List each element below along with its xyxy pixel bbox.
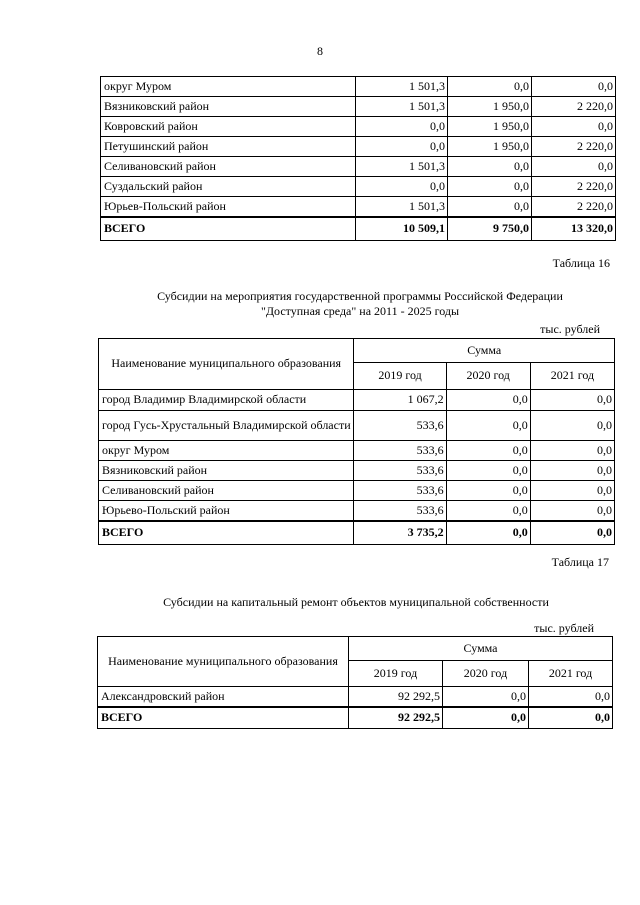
- table-16-col-name: Наименование муниципального образования: [99, 339, 354, 390]
- row-value-v2020: 0,0: [443, 687, 529, 707]
- row-value-v2020: 0,0: [448, 157, 532, 177]
- total-value-v2020: 0,0: [446, 521, 530, 545]
- total-value-v2021: 0,0: [530, 521, 614, 545]
- row-name-cell: округ Муром: [101, 77, 356, 97]
- row-value-v2020: 0,0: [448, 197, 532, 217]
- row-name-cell: город Гусь-Хрустальный Владимирской области: [99, 411, 354, 441]
- row-value-v2019: 1 501,3: [356, 157, 448, 177]
- table-17-label: Таблица 17: [551, 555, 609, 569]
- row-value-v2021: 0,0: [530, 411, 614, 441]
- row-name-cell: Юрьев-Польский район: [101, 197, 356, 217]
- row-value-v2019: 533,6: [354, 481, 446, 501]
- table-row: [101, 77, 616, 97]
- row-value-v2021: 2 220,0: [532, 137, 616, 157]
- row-value-v2020: 1 950,0: [448, 137, 532, 157]
- table-row: [101, 137, 616, 157]
- row-value-v2021: 0,0: [530, 481, 614, 501]
- table-16-year-2020: 2020 год: [446, 363, 530, 390]
- row-value-v2020: 0,0: [446, 441, 530, 461]
- row-value-v2021: 0,0: [530, 501, 614, 521]
- table-16-units: тыс. рублей: [540, 322, 600, 336]
- row-value-v2021: 2 220,0: [532, 177, 616, 197]
- row-value-v2020: 1 950,0: [448, 97, 532, 117]
- row-name-cell: Селивановский район: [101, 157, 356, 177]
- total-value-v2021: 13 320,0: [532, 217, 616, 241]
- row-value-v2021: 2 220,0: [532, 97, 616, 117]
- row-value-v2019: 1 501,3: [356, 197, 448, 217]
- total-value-v2021: 0,0: [529, 707, 613, 729]
- row-value-v2021: 0,0: [532, 117, 616, 137]
- row-value-v2021: 0,0: [530, 441, 614, 461]
- page-number: 8: [317, 44, 323, 58]
- total-value-v2019: 3 735,2: [354, 521, 446, 545]
- table-row: [101, 197, 616, 217]
- table-row: [99, 441, 615, 461]
- row-value-v2019: 533,6: [354, 501, 446, 521]
- total-value-v2019: 92 292,5: [349, 707, 443, 729]
- row-value-v2020: 0,0: [446, 481, 530, 501]
- row-value-v2020: 0,0: [448, 177, 532, 197]
- table-row: [101, 177, 616, 197]
- table-16: [98, 338, 615, 545]
- total-row: [101, 217, 616, 241]
- table-16-year-2019: 2019 год: [354, 363, 446, 390]
- row-value-v2019: 533,6: [354, 441, 446, 461]
- row-value-v2019: 1 501,3: [356, 97, 448, 117]
- table-16-title-line2: "Доступная среда" на 2011 - 2025 годы: [260, 304, 460, 318]
- table-row: [99, 501, 615, 521]
- row-value-v2021: 0,0: [532, 157, 616, 177]
- row-value-v2019: 0,0: [356, 137, 448, 157]
- total-row: [99, 521, 615, 545]
- row-value-v2021: 0,0: [530, 390, 614, 411]
- table-row: [98, 687, 613, 707]
- table-row: [101, 157, 616, 177]
- table-17-year-2020: 2020 год: [443, 661, 529, 687]
- row-value-v2019: 533,6: [354, 411, 446, 441]
- row-value-v2019: 533,6: [354, 461, 446, 481]
- row-name-cell: Вязниковский район: [99, 461, 354, 481]
- row-value-v2020: 0,0: [448, 77, 532, 97]
- row-value-v2019: 0,0: [356, 117, 448, 137]
- row-value-v2021: 0,0: [530, 461, 614, 481]
- table-17-title: Субсидии на капитальный ремонт объектов муниципальной собственности: [163, 595, 549, 609]
- table-16-year-2021: 2021 год: [530, 363, 614, 390]
- row-value-v2021: 0,0: [529, 687, 613, 707]
- table-row: [101, 97, 616, 117]
- row-name-cell: Юрьево-Польский район: [99, 501, 354, 521]
- row-value-v2021: 0,0: [532, 77, 616, 97]
- table-row: [99, 481, 615, 501]
- total-label: ВСЕГО: [99, 521, 354, 545]
- row-value-v2020: 0,0: [446, 390, 530, 411]
- table-row: [99, 461, 615, 481]
- total-row: [98, 707, 613, 729]
- table-17-year-2019: 2019 год: [349, 661, 443, 687]
- row-name-cell: город Владимир Владимирской области: [99, 390, 354, 411]
- row-value-v2020: 0,0: [446, 411, 530, 441]
- table-17: [97, 636, 613, 729]
- total-value-v2020: 0,0: [443, 707, 529, 729]
- row-name-cell: Петушинский район: [101, 137, 356, 157]
- table-17-units: тыс. рублей: [534, 621, 594, 635]
- row-value-v2019: 0,0: [356, 177, 448, 197]
- row-name-cell: Александровский район: [98, 687, 349, 707]
- row-value-v2019: 92 292,5: [349, 687, 443, 707]
- row-name-cell: Ковровский район: [101, 117, 356, 137]
- total-label: ВСЕГО: [101, 217, 356, 241]
- row-name-cell: Суздальский район: [101, 177, 356, 197]
- table-row: [101, 117, 616, 137]
- table-16-label: Таблица 16: [552, 256, 610, 270]
- row-name-cell: округ Муром: [99, 441, 354, 461]
- table-16-col-sum: Сумма: [354, 339, 615, 363]
- row-value-v2021: 2 220,0: [532, 197, 616, 217]
- row-value-v2019: 1 501,3: [356, 77, 448, 97]
- total-label: ВСЕГО: [98, 707, 349, 729]
- row-value-v2020: 0,0: [446, 501, 530, 521]
- total-value-v2020: 9 750,0: [448, 217, 532, 241]
- table-16-title-line1: Субсидии на мероприятия государственной программы Российской Федерации: [157, 289, 563, 303]
- row-value-v2020: 0,0: [446, 461, 530, 481]
- table-17-year-2021: 2021 год: [529, 661, 613, 687]
- row-name-cell: Селивановский район: [99, 481, 354, 501]
- table-row: [99, 411, 615, 441]
- row-value-v2020: 1 950,0: [448, 117, 532, 137]
- table-17-col-name: Наименование муниципального образования: [98, 637, 349, 687]
- row-value-v2019: 1 067,2: [354, 390, 446, 411]
- table-row: [99, 390, 615, 411]
- total-value-v2019: 10 509,1: [356, 217, 448, 241]
- table-17-col-sum: Сумма: [349, 637, 613, 661]
- row-name-cell: Вязниковский район: [101, 97, 356, 117]
- table-15: [100, 76, 616, 241]
